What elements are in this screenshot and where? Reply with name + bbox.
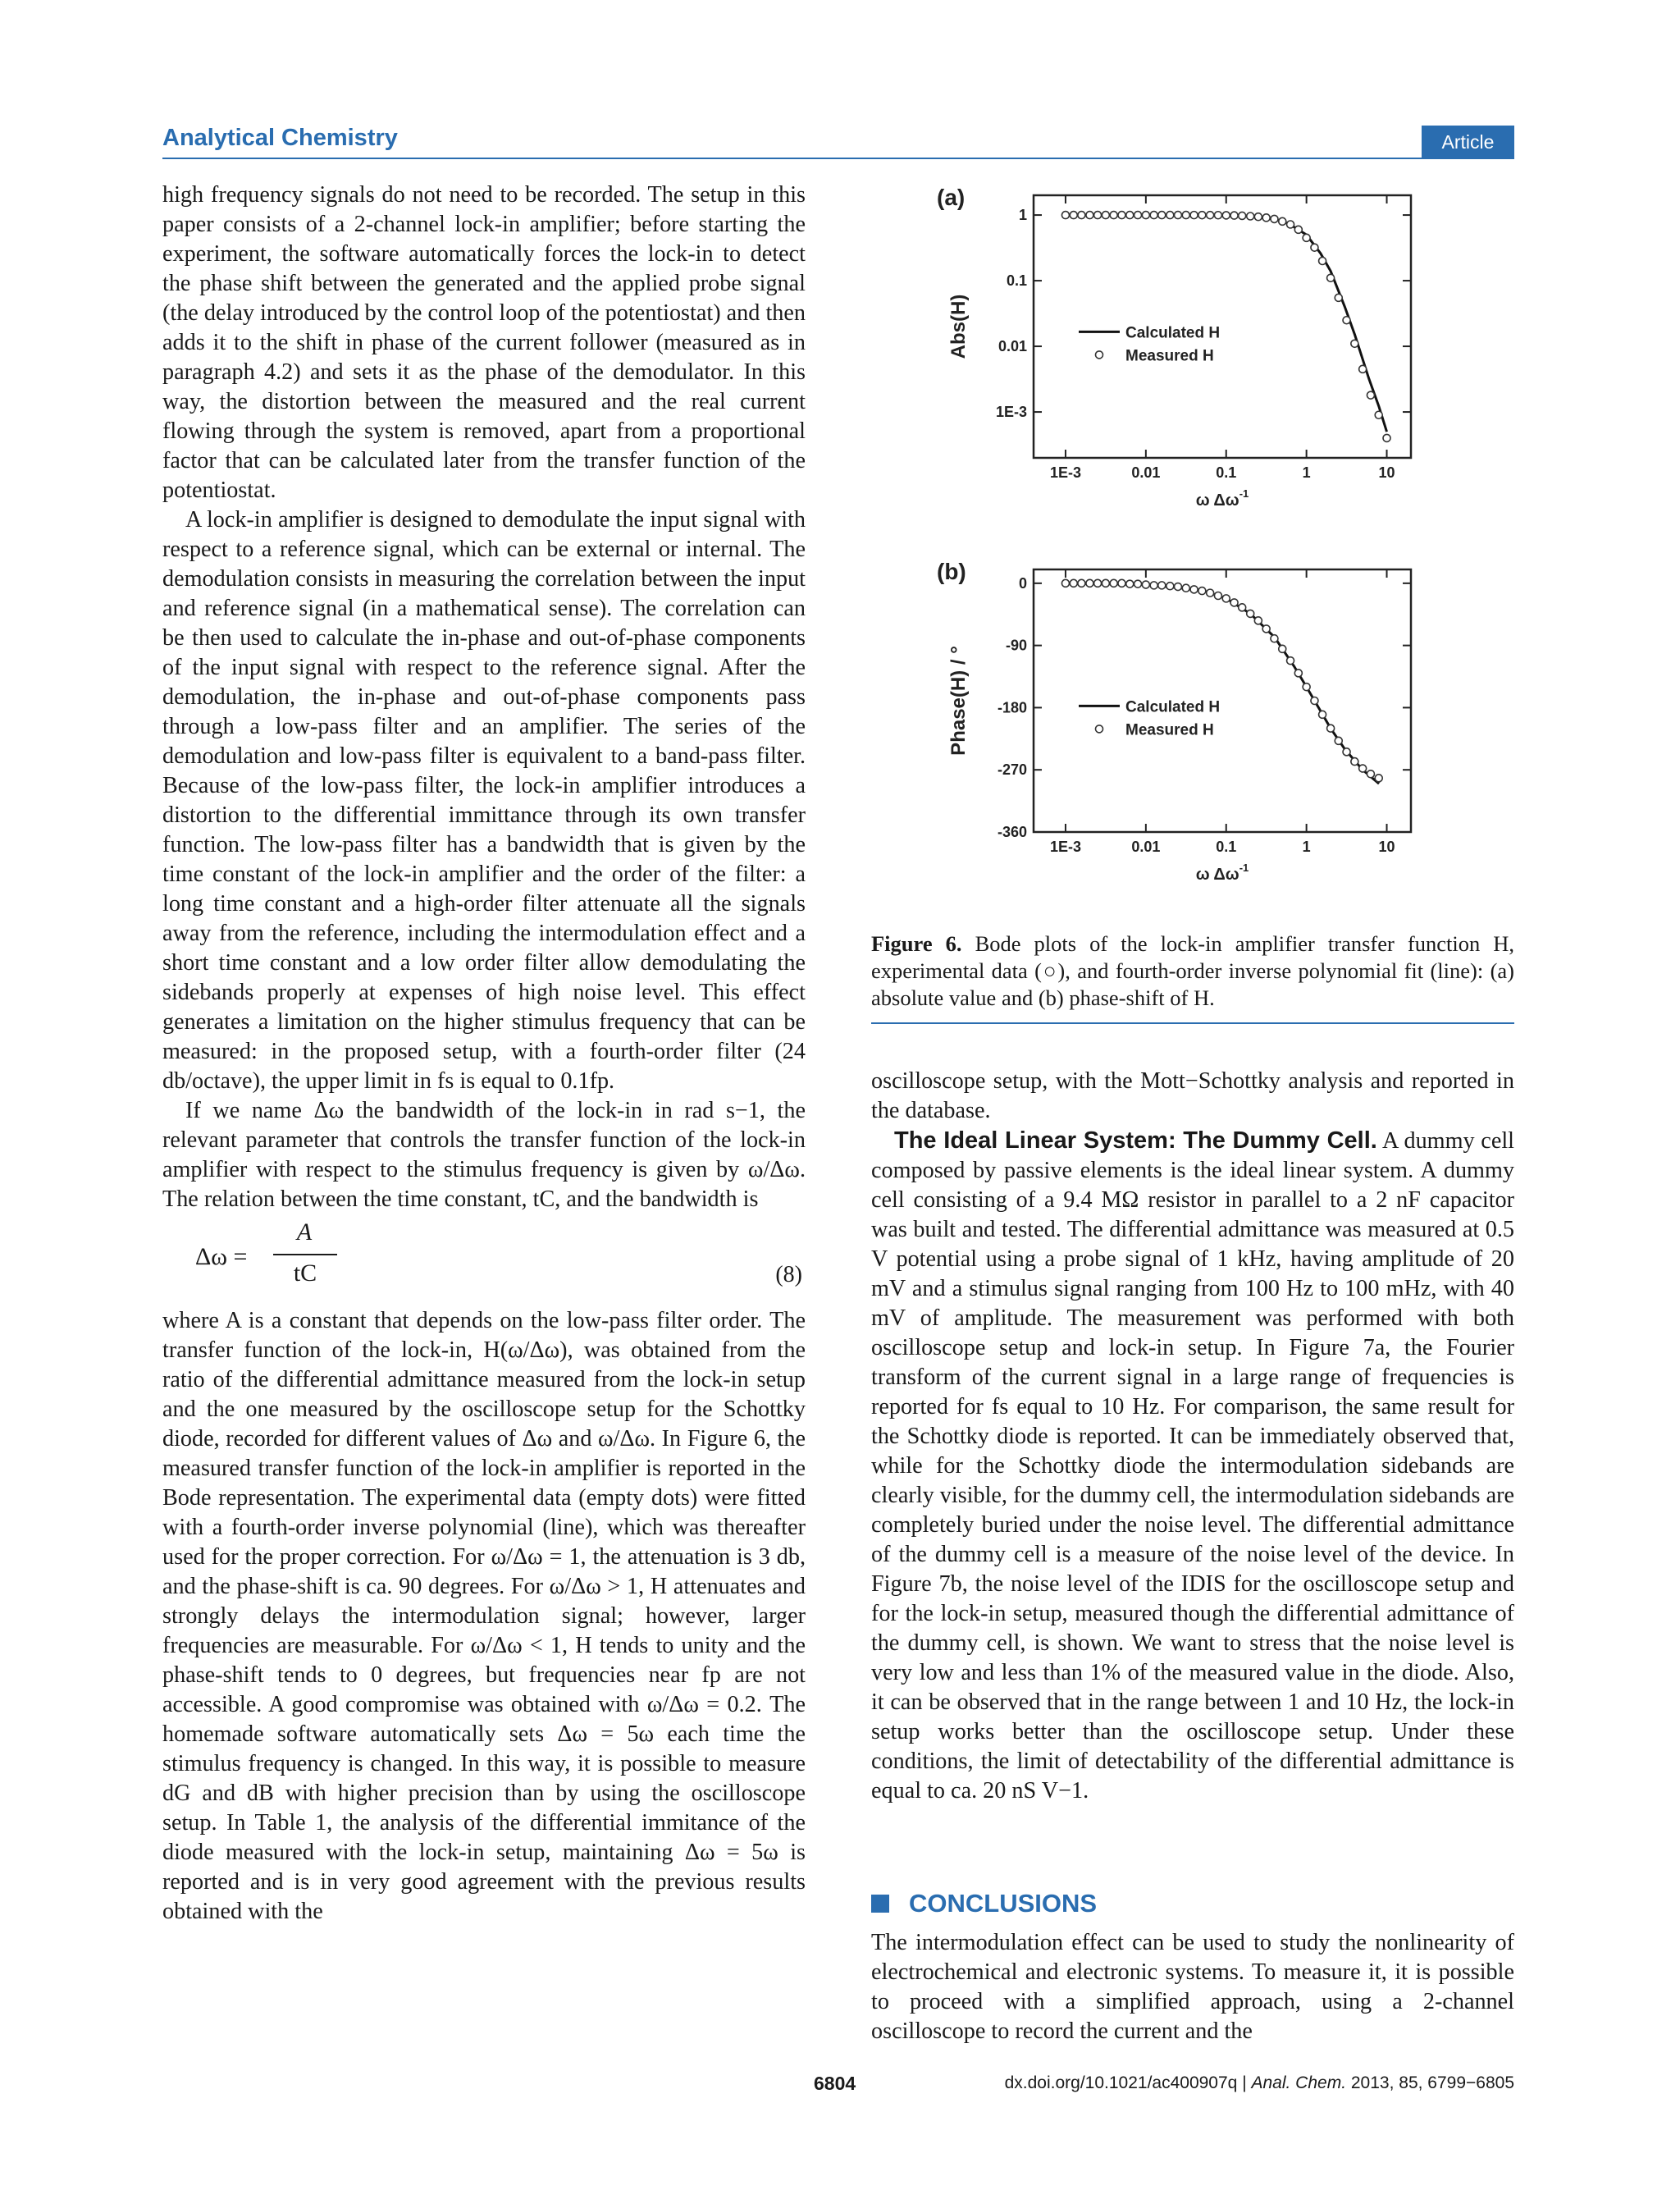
doi-link[interactable]: dx.doi.org/10.1021/ac400907q	[1004, 2073, 1238, 2092]
measured-h-point	[1254, 617, 1262, 624]
measured-h-point	[1239, 212, 1246, 219]
paragraph: where A is a constant that depends on the low-pass filter order. The transfer function of the lock-in, H(ω/Δω), was obtained from the ratio of the differential admittance measured from the lock-in setup and the one measured by the oscilloscope setup for the Schottky diode, recorded for different values of Δω and ω/Δω. In Figure 6, the measured transfer function of the lock-in amplifier is reported in the Bode representation. The experimental data (empty dots) were fitted with a fourth-order inverse polynomial (line), which was thereafter used for the proper correction. For ω/Δω = 1, the attenuation is 3 db, and the phase-shift is ca. 90 degrees. For ω/Δω > 1, H attenuates and strongly delays the intermodulation signal; however, larger frequencies are measurable. For ω/Δω < 1, H tends to unity and the phase-shift tends to 0 degrees, but frequencies near fp are not accessible. A good compromise was obtained with ω/Δω = 0.2. The homemade software automatically sets Δω = 5ω each time the stimulus frequency is changed. In this way, it is possible to measure dG and dB with higher precision than by using the oscilloscope setup. In Table 1, the analysis of the differential immitance of the diode measured with the lock-in setup, maintaining Δω = 5ω is reported and is in very good agreement with the previous results obtained with the	[162, 1308, 806, 1924]
x-tick-label: 1	[1302, 464, 1311, 481]
measured-h-point	[1150, 582, 1157, 589]
measured-h-point	[1279, 645, 1286, 652]
measured-h-point	[1343, 748, 1350, 756]
measured-h-point	[1359, 365, 1367, 373]
measured-h-point	[1303, 234, 1310, 241]
measured-h-point	[1110, 579, 1117, 587]
measured-h-point	[1190, 212, 1198, 219]
panel-label: (b)	[937, 559, 966, 584]
x-tick-label: 0.01	[1131, 464, 1161, 481]
measured-h-point	[1230, 212, 1238, 219]
measured-h-point	[1279, 217, 1286, 225]
measured-h-point	[1351, 340, 1358, 347]
measured-h-point	[1086, 212, 1093, 219]
measured-h-point	[1070, 579, 1077, 587]
measured-h-point	[1367, 391, 1374, 399]
measured-h-point	[1327, 274, 1335, 281]
legend-label: Measured H	[1125, 721, 1214, 739]
x-tick-label: 0.1	[1216, 839, 1237, 855]
equation-lhs: Δω =	[195, 1243, 248, 1270]
measured-h-point	[1311, 244, 1318, 251]
paragraph: A lock-in amplifier is designed to demodulate the input signal with respect to a reference signal, which can be external or internal. The demodulation consists in measuring the correlation between the input and reference signal (in a mathematical sense). The correlation can be then used to calculate the in-phase and out-of-phase components of the input signal with respect to the reference signal. After the demodulation, the in-phase and out-of-phase components pass through a low-pass filter and an amplifier. The series of the demodulation and low-pass filter is equivalent to a band-pass filter. Because of the low-pass filter, the lock-in amplifier introduces a distortion to the differential immittance through its own transfer function. The low-pass filter has a bandwidth that is given by the time constant of the lock-in amplifier and the order of the filter: a long time constant and a high-order filter attenuate all the signals away from the reference, including the intermodulation effect and a short time constant and a low order filter allow demodulating the sidebands properly at expenses of high noise level. This effect generates a limitation on the higher stimulus frequency that can be measured: in the proposed setup, with a fourth-order filter (24 db/octave), the upper limit in fs is equal to 0.1fp.	[162, 507, 806, 1094]
panel-a	[937, 185, 1411, 510]
citation-separator: |	[1237, 2073, 1252, 2092]
run-in-heading: The Ideal Linear System: The Dummy Cell.	[894, 1127, 1377, 1154]
measured-h-point	[1142, 212, 1149, 219]
figure-6	[935, 181, 1460, 903]
legend-label: Calculated H	[1125, 324, 1221, 342]
y-tick-label: 0.1	[1006, 272, 1027, 290]
measured-h-point	[1271, 215, 1278, 222]
x-tick-label: 1	[1302, 839, 1311, 855]
paragraph: If we name Δω the bandwidth of the lock-in in rad s−1, the relevant parameter that controls the transfer function of the lock-in amplifier with respect to the stimulus frequency is given by ω/Δω. The relation between the time constant, tC, and the bandwidth is	[162, 1098, 806, 1212]
y-tick-label: -180	[997, 699, 1027, 716]
y-tick-label: -360	[997, 824, 1027, 840]
right-column-bottom	[871, 1928, 1514, 2046]
measured-h-point	[1214, 592, 1221, 600]
legend-label: Calculated H	[1125, 698, 1221, 716]
x-tick-label: 1E-3	[1049, 464, 1081, 481]
paragraph: high frequency signals do not need to be recorded. The setup in this paper consists of a 2-channel lock-in amplifier; before starting the experiment, the software automatically forces the lock-in to detect the phase shift between the generated and the applied probe signal (the delay introduced by the control loop of the potentiostat) and then adds it to the shift in phase of the current follower (measured as in paragraph 4.2) and sets it as the phase of the demodulator. In this way, the distortion between the measured and the real current flowing through the system is removed, apart from a proportional factor that can be calculated later from the transfer function of the potentiostat.	[162, 182, 806, 503]
measured-h-point	[1319, 711, 1326, 718]
measured-h-point	[1102, 579, 1109, 587]
measured-h-point	[1126, 212, 1134, 219]
measured-h-point	[1303, 683, 1310, 691]
paragraph	[871, 1126, 1514, 1806]
measured-h-point	[1118, 212, 1125, 219]
measured-h-point	[1247, 610, 1254, 617]
doi-footer	[1005, 2073, 1514, 2093]
measured-h-point	[1094, 579, 1102, 587]
paragraph-text: A dummy cell composed by passive elements is the ideal linear system. A dummy cell consisting of a 9.4 MΩ resistor in parallel to a 2 nF capacitor was built and tested. The differential admittance was measured at 0.5 V potential using a probe signal of 1 kHz, having amplitude of 20 mV and a stimulus signal ranging from 100 Hz to 100 mHz, with 40 mV of amplitude. The measurement was performed with both oscilloscope setup and lock-in setup. In Figure 7a, the Fourier transform of the current signal in a large range of frequencies is reported for fs equal to 10 Hz. For comparison, the same result for the Schottky diode is reported. It can be immediately observed that, while for the Schottky diode the intermodulation sidebands are clearly visible, for the dummy cell, the intermodulation sidebands are completely buried under the noise level. The differential admittance of the dummy cell is a measure of the noise level of the device. In Figure 7b, the noise level of the IDIS for the oscilloscope setup and for the lock-in setup, measured though the differential admittance of the dummy cell, is shown. We want to stress that the noise level is very low and less than 1% of the measured value in the diode. Also, it can be observed that in the range between 1 and 10 Hz, the lock-in setup works better than the oscilloscope setup. Under these conditions, the limit of detectability of the differential admittance is equal to ca. 20 nS V−1.	[871, 1128, 1514, 1804]
measured-h-point	[1134, 580, 1142, 587]
y-tick-label: -270	[997, 761, 1027, 779]
measured-h-point	[1247, 213, 1254, 220]
right-column-top	[871, 1067, 1514, 1806]
measured-h-point	[1126, 580, 1134, 587]
plot-frame	[1034, 569, 1411, 832]
y-tick-label: 1	[1018, 207, 1027, 224]
section-square-icon	[871, 1895, 889, 1913]
x-axis-label: ω $\Delta\omega^{-1}$	[1195, 862, 1249, 884]
journal-abbrev: Anal. Chem.	[1251, 2073, 1347, 2092]
measured-h-point	[1166, 212, 1174, 219]
plot-frame	[1034, 195, 1411, 458]
paragraph: The intermodulation effect can be used to study the nonlinearity of electrochemical and electronic systems. To measure it, it is possible to proceed with a simplified approach, using a 2-channel oscilloscope to record the current and the	[871, 1930, 1514, 2044]
measured-h-point	[1078, 212, 1085, 219]
measured-h-point	[1174, 583, 1181, 591]
measured-h-point	[1118, 579, 1125, 587]
measured-h-point	[1262, 625, 1270, 633]
measured-h-point	[1166, 583, 1174, 590]
measured-h-point	[1142, 581, 1149, 588]
measured-h-point	[1351, 758, 1358, 766]
measured-h-point	[1198, 212, 1206, 219]
measured-h-point	[1383, 434, 1390, 441]
y-tick-label: 0	[1018, 574, 1027, 592]
measured-h-point	[1207, 212, 1214, 219]
measured-h-point	[1287, 657, 1294, 665]
caption-label: Figure 6.	[871, 931, 962, 956]
left-column	[162, 181, 806, 1927]
measured-h-point	[1294, 670, 1302, 677]
measured-h-point	[1254, 213, 1262, 221]
paragraph: oscilloscope setup, with the Mott−Schottky analysis and reported in the database.	[871, 1068, 1514, 1123]
measured-h-point	[1327, 725, 1335, 732]
panel-b	[937, 559, 1411, 884]
measured-h-point	[1359, 765, 1367, 772]
measured-h-point	[1222, 212, 1230, 219]
measured-h-point	[1110, 212, 1117, 219]
measured-h-point	[1335, 294, 1342, 301]
fraction-bar	[273, 1254, 337, 1255]
header-rule	[162, 158, 1514, 159]
caption-rule	[871, 1022, 1514, 1024]
measured-h-point	[1182, 584, 1189, 592]
journal-title: Analytical Chemistry	[162, 125, 398, 151]
calculated-h-line	[1066, 583, 1379, 784]
article-badge: Article	[1422, 126, 1514, 158]
measured-h-point	[1262, 214, 1270, 222]
measured-h-point	[1198, 587, 1206, 595]
measured-h-point	[1230, 599, 1238, 606]
x-tick-label: 0.01	[1131, 839, 1161, 855]
measured-h-point	[1061, 579, 1069, 587]
measured-h-point	[1367, 770, 1374, 778]
measured-h-point	[1375, 775, 1382, 782]
measured-h-point	[1214, 212, 1221, 219]
section-heading	[871, 1889, 1097, 1918]
legend-label: Measured H	[1125, 347, 1214, 365]
measured-h-point	[1239, 604, 1246, 611]
figure-caption	[871, 930, 1514, 1012]
x-tick-label: 1E-3	[1049, 839, 1081, 855]
y-tick-label: -90	[1005, 637, 1027, 654]
caption-text: Bode plots of the lock-in amplifier transfer function H, experimental data (○), and fourth-order inverse polynomial fit (line): (a) absolute value and (b) phase-shift of H.	[871, 931, 1515, 1010]
y-axis-label: Abs(H)	[947, 294, 970, 359]
measured-h-point	[1094, 212, 1102, 219]
measured-h-point	[1102, 212, 1109, 219]
measured-h-point	[1207, 589, 1214, 597]
measured-h-point	[1182, 212, 1189, 219]
x-tick-label: 10	[1378, 464, 1395, 481]
measured-h-point	[1061, 212, 1069, 219]
equation-numerator: A	[296, 1218, 313, 1246]
citation: 2013, 85, 6799−6805	[1346, 2073, 1514, 2092]
measured-h-point	[1086, 579, 1093, 587]
legend-circle-swatch	[1096, 351, 1103, 359]
measured-h-point	[1222, 595, 1230, 602]
equation-number: (8)	[775, 1262, 802, 1287]
y-tick-label: 0.01	[998, 338, 1027, 355]
measured-h-point	[1294, 226, 1302, 233]
equation-8	[162, 1218, 806, 1303]
x-axis-label: ω $\Delta\omega^{-1}$	[1195, 487, 1249, 510]
measured-h-point	[1150, 212, 1157, 219]
measured-h-point	[1311, 697, 1318, 705]
x-tick-label: 0.1	[1216, 464, 1237, 481]
measured-h-point	[1287, 221, 1294, 228]
measured-h-point	[1190, 586, 1198, 593]
calculated-h-line	[1066, 215, 1387, 432]
measured-h-point	[1078, 579, 1085, 587]
measured-h-point	[1158, 212, 1166, 219]
measured-h-point	[1070, 212, 1077, 219]
page-number: 6804	[814, 2073, 856, 2094]
x-tick-label: 10	[1378, 839, 1395, 855]
measured-h-point	[1343, 317, 1350, 324]
panel-label: (a)	[937, 185, 966, 210]
section-title: CONCLUSIONS	[909, 1889, 1098, 1918]
measured-h-point	[1375, 411, 1382, 418]
equation-denominator: tC	[293, 1260, 317, 1287]
measured-h-point	[1319, 258, 1326, 265]
measured-h-point	[1134, 212, 1142, 219]
y-tick-label: 1E-3	[995, 404, 1027, 421]
measured-h-point	[1174, 212, 1181, 219]
legend-circle-swatch	[1096, 725, 1103, 733]
measured-h-point	[1335, 737, 1342, 744]
measured-h-point	[1158, 582, 1166, 589]
y-axis-label: Phase(H) / °	[947, 646, 970, 756]
measured-h-point	[1271, 635, 1278, 642]
